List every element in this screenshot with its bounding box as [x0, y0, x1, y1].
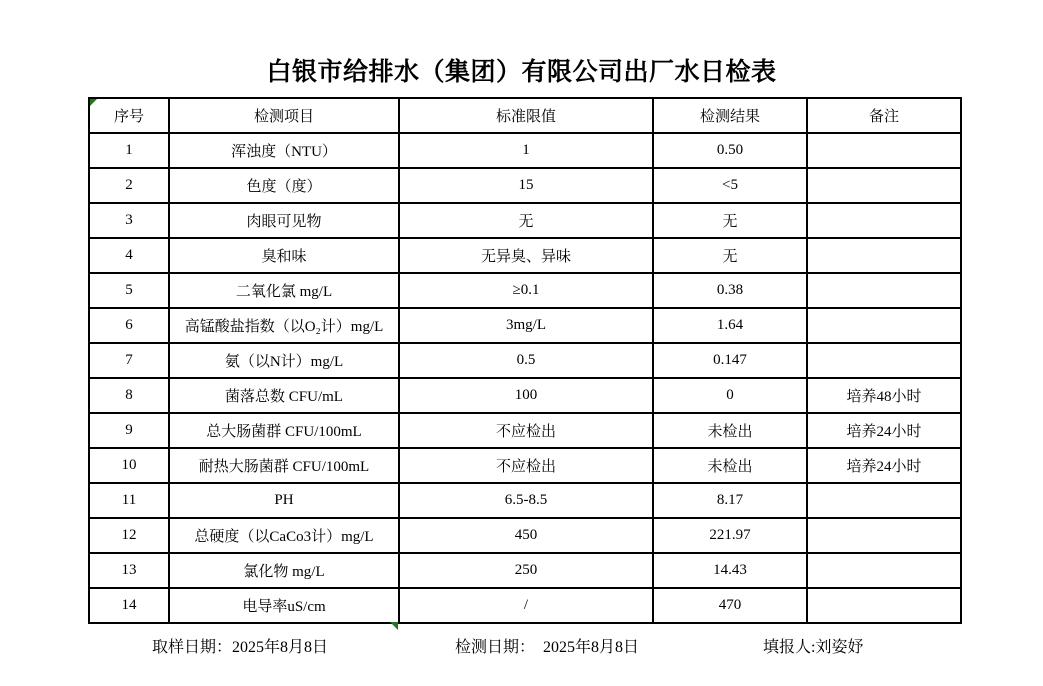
cell-remark	[807, 273, 961, 308]
table-row	[89, 553, 961, 588]
cell-index: 10	[89, 448, 169, 483]
table-row	[89, 518, 961, 553]
table-row	[89, 588, 961, 623]
cell-limit: 不应检出	[399, 413, 653, 448]
col-header-result: 检测结果	[653, 98, 807, 133]
cell-index: 7	[89, 343, 169, 378]
cell-remark	[807, 588, 961, 623]
cell-result: 1.64	[653, 308, 807, 343]
cell-index: 3	[89, 203, 169, 238]
cell-index: 13	[89, 553, 169, 588]
cell-remark	[807, 343, 961, 378]
cell-remark	[807, 238, 961, 273]
cell-limit: 15	[399, 168, 653, 203]
cell-item: 浑浊度（NTU）	[169, 133, 399, 168]
cell-result: 14.43	[653, 553, 807, 588]
table-row	[89, 308, 961, 343]
reporter-label: 填报人:	[763, 639, 816, 656]
cell-item: 总硬度（以CaCo3计）mg/L	[169, 518, 399, 553]
cell-item: 菌落总数 CFU/mL	[169, 378, 399, 413]
cell-index: 1	[89, 133, 169, 168]
cell-result: 8.17	[653, 483, 807, 518]
reporter	[763, 634, 863, 657]
sampling-date-value: 2025年8月8日	[232, 639, 329, 656]
header-row	[89, 98, 961, 133]
cell-remark: 培养24小时	[807, 413, 961, 448]
cell-item: 高锰酸盐指数（以O₂计）mg/L	[169, 308, 399, 343]
cell-index: 9	[89, 413, 169, 448]
cell-item: 氨（以N计）mg/L	[169, 343, 399, 378]
col-header-limit: 标准限值	[399, 98, 653, 133]
cell-remark: 培养24小时	[807, 448, 961, 483]
reporter-name: 刘姿妤	[815, 639, 864, 656]
cell-limit: /	[399, 588, 653, 623]
table-row	[89, 483, 961, 518]
cell-remark	[807, 553, 961, 588]
cell-index: 6	[89, 308, 169, 343]
cell-index: 14	[89, 588, 169, 623]
col-header-remark: 备注	[807, 98, 961, 133]
cell-result: 0	[653, 378, 807, 413]
cell-remark	[807, 133, 961, 168]
cell-remark	[807, 308, 961, 343]
green-triangle-marker-icon	[90, 99, 97, 106]
cell-remark: 培养48小时	[807, 378, 961, 413]
cell-item: 氯化物 mg/L	[169, 553, 399, 588]
cell-index: 8	[89, 378, 169, 413]
cell-index: 5	[89, 273, 169, 308]
cell-item: 肉眼可见物	[169, 203, 399, 238]
cell-remark	[807, 483, 961, 518]
cell-item: 色度（度）	[169, 168, 399, 203]
cell-limit: 无异臭、异味	[399, 238, 653, 273]
cell-item: 二氧化氯 mg/L	[169, 273, 399, 308]
cell-limit: 0.5	[399, 343, 653, 378]
cell-result: 221.97	[653, 518, 807, 553]
test-date-value: 2025年8月8日	[543, 639, 640, 656]
cell-limit: 450	[399, 518, 653, 553]
cell-result: 无	[653, 203, 807, 238]
cell-limit: 250	[399, 553, 653, 588]
table-row	[89, 133, 961, 168]
cell-limit: 无	[399, 203, 653, 238]
cell-limit: 1	[399, 133, 653, 168]
cell-remark	[807, 168, 961, 203]
cell-index: 12	[89, 518, 169, 553]
cell-item: 臭和味	[169, 238, 399, 273]
sampling-date	[152, 634, 328, 657]
cell-result: 未检出	[653, 448, 807, 483]
cell-result: <5	[653, 168, 807, 203]
cell-result: 0.38	[653, 273, 807, 308]
col-header-item: 检测项目	[169, 98, 399, 133]
cell-result: 无	[653, 238, 807, 273]
cell-limit: 100	[399, 378, 653, 413]
table-row	[89, 273, 961, 308]
table-row	[89, 343, 961, 378]
cell-index: 11	[89, 483, 169, 518]
cell-item: PH	[169, 483, 399, 518]
col-header-index: 序号	[89, 98, 169, 133]
table-row	[89, 413, 961, 448]
cell-result: 0.50	[653, 133, 807, 168]
cell-limit: 6.5-8.5	[399, 483, 653, 518]
cell-remark	[807, 518, 961, 553]
cell-index: 4	[89, 238, 169, 273]
cell-remark	[807, 203, 961, 238]
page-title: 白银市给排水（集团）有限公司出厂水日检表	[266, 59, 777, 86]
table-row	[89, 378, 961, 413]
water-quality-table	[88, 97, 962, 624]
test-date	[455, 634, 639, 657]
cell-limit: 3mg/L	[399, 308, 653, 343]
test-date-label: 检测日期：	[455, 639, 536, 656]
green-triangle-marker-icon	[390, 622, 398, 630]
cell-item: 总大肠菌群 CFU/100mL	[169, 413, 399, 448]
cell-index: 2	[89, 168, 169, 203]
cell-item: 电导率uS/cm	[169, 588, 399, 623]
table-row	[89, 168, 961, 203]
table-row	[89, 238, 961, 273]
cell-item: 耐热大肠菌群 CFU/100mL	[169, 448, 399, 483]
cell-result: 470	[653, 588, 807, 623]
sampling-date-label: 取样日期：	[152, 639, 233, 656]
cell-result: 未检出	[653, 413, 807, 448]
cell-limit: 不应检出	[399, 448, 653, 483]
cell-result: 0.147	[653, 343, 807, 378]
table-row	[89, 448, 961, 483]
cell-limit: ≥0.1	[399, 273, 653, 308]
table-row	[89, 203, 961, 238]
